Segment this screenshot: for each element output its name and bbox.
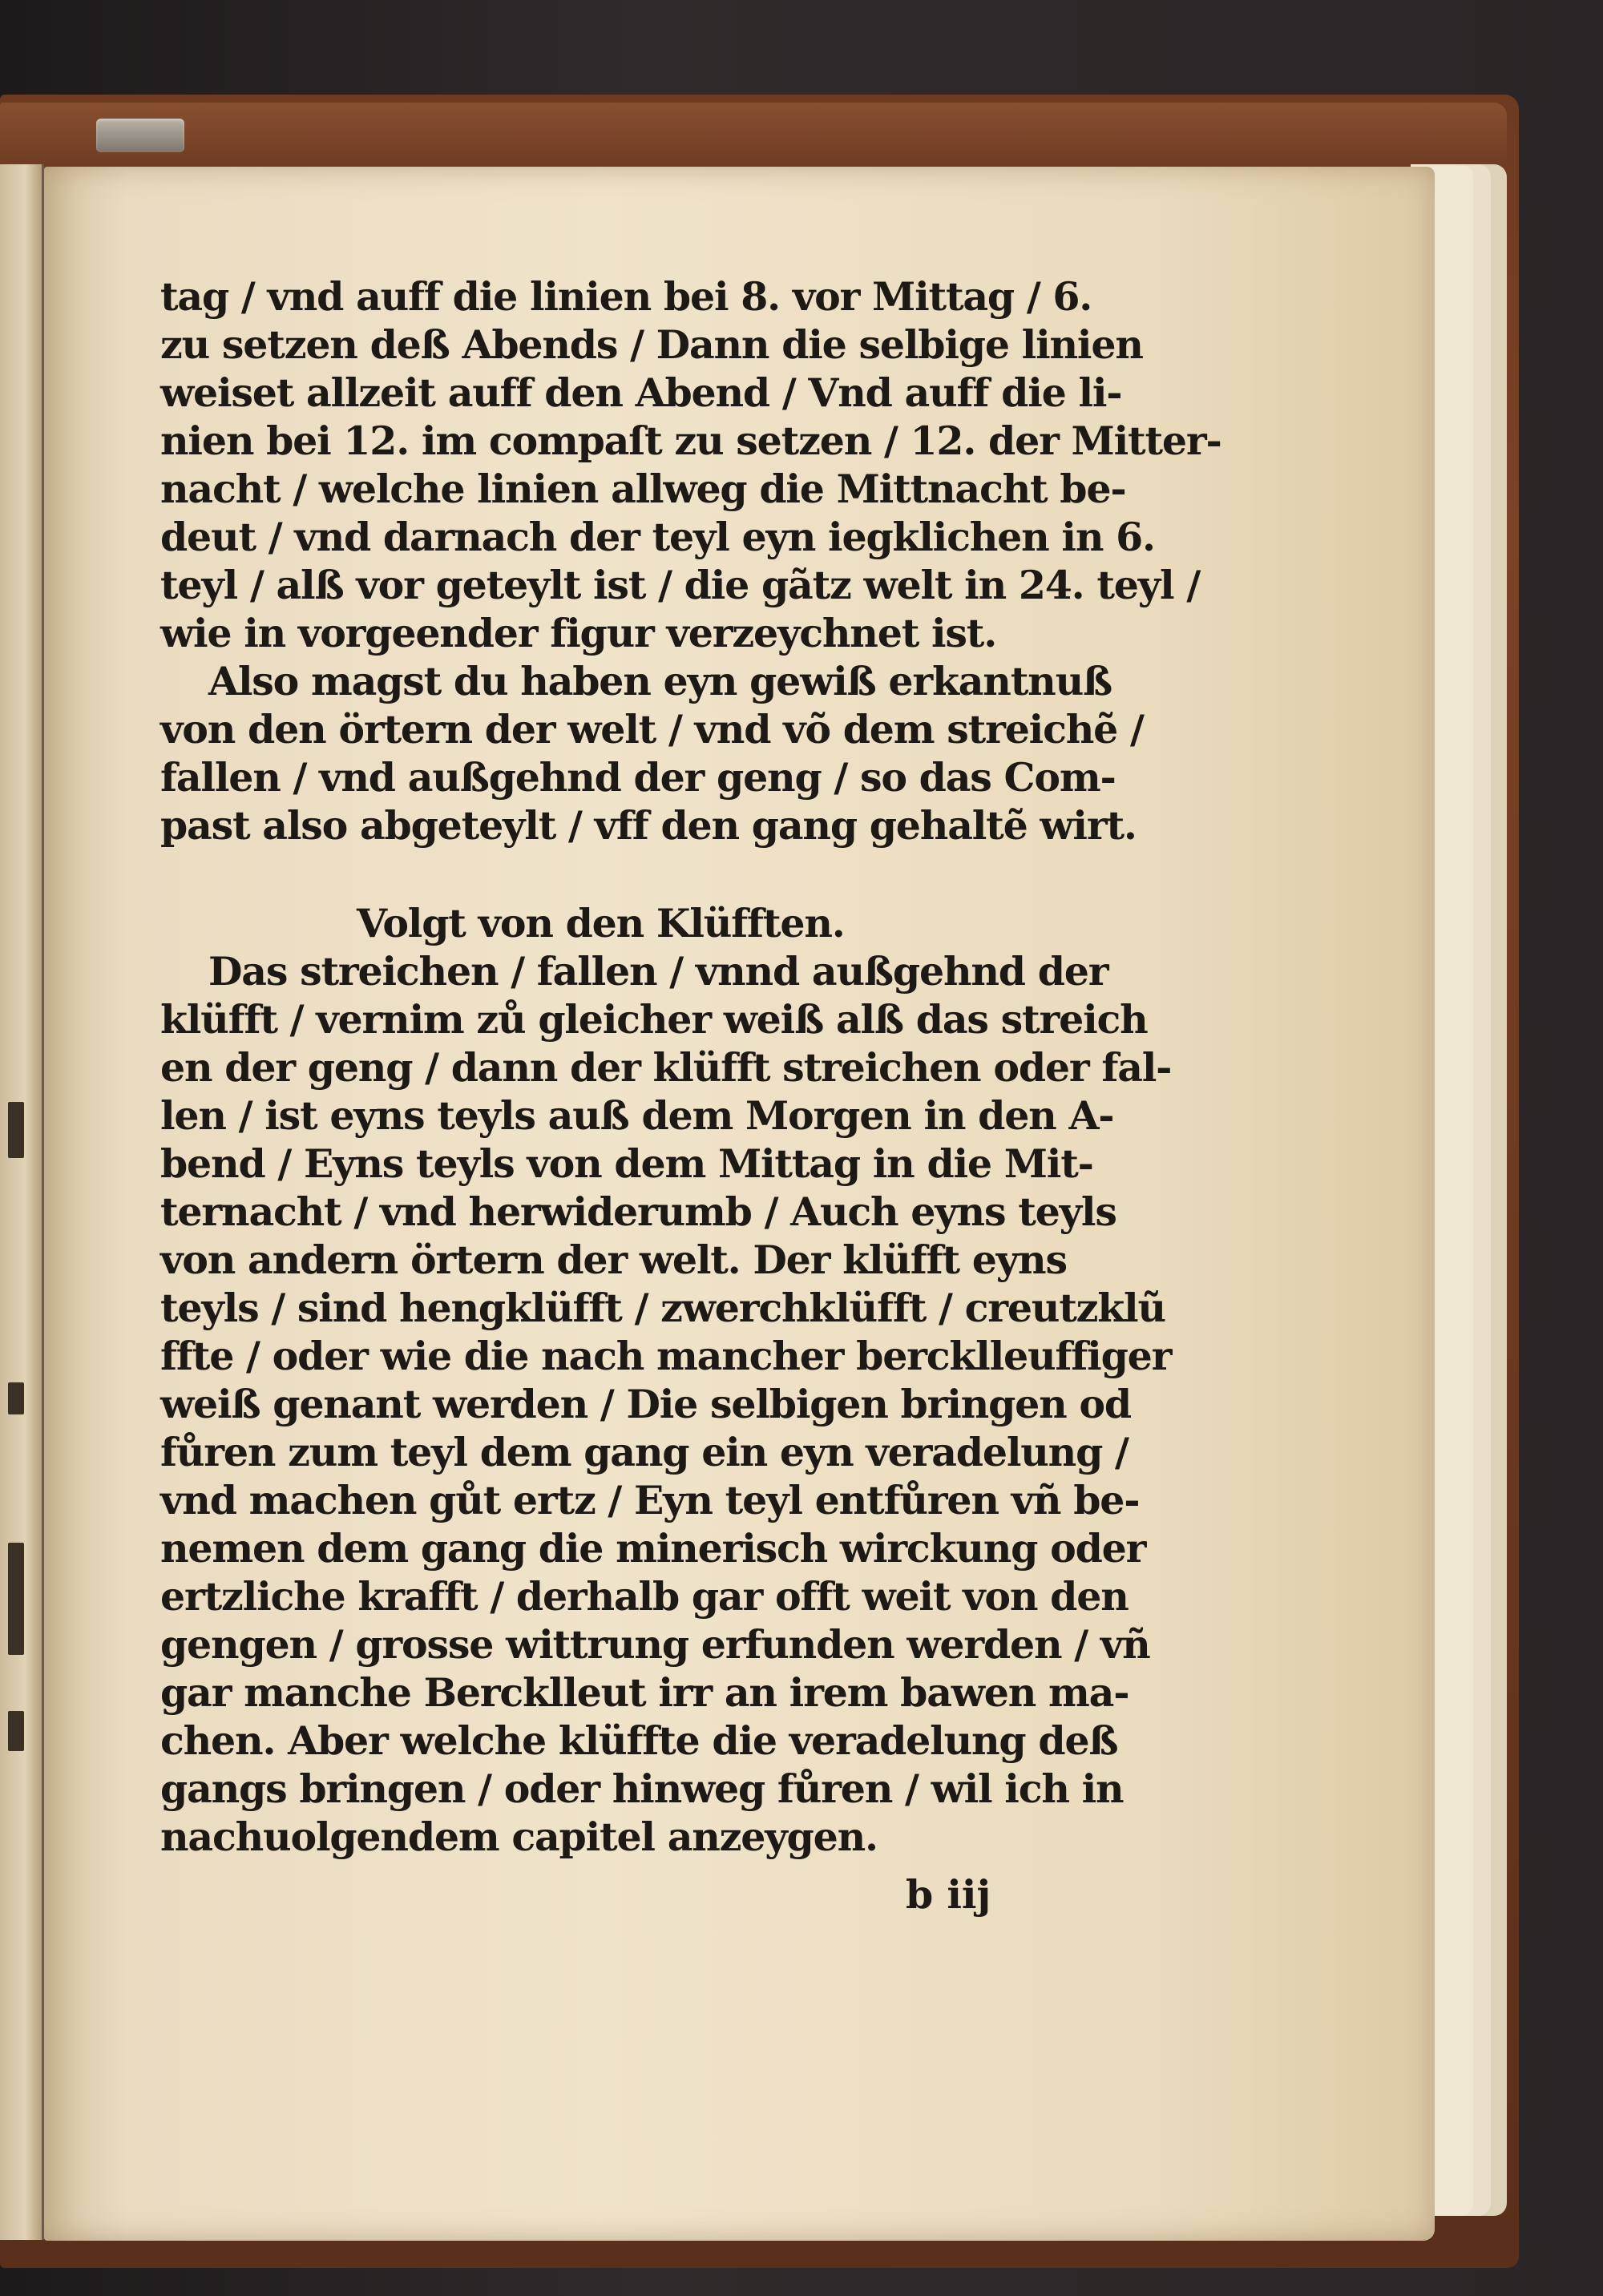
paragraph-2-cont bbox=[160, 705, 1162, 849]
text-line: nien bei 12. im compaſt zu setzen / 12. der Mitter- bbox=[160, 418, 1221, 464]
text-line: ternacht / vnd herwiderumb / Auch eyns teyls bbox=[160, 1188, 1116, 1235]
text-line: Das streichen / fallen / vnnd außgehnd der bbox=[208, 948, 1108, 995]
text-line: ertzliche krafft / derhalb gar offt weit von den bbox=[160, 1573, 1129, 1620]
text-line: Also magst du haben eyn gewiß erkantnuß bbox=[208, 658, 1112, 704]
section-gap bbox=[160, 849, 1162, 899]
text-line: fůren zum teyl dem gang ein eyn veradelung / bbox=[160, 1429, 1129, 1475]
cover-top-edge bbox=[0, 103, 1507, 175]
text-line: nacht / welche linien allweg die Mittnacht be- bbox=[160, 466, 1126, 512]
text-line: gengen / grosse wittrung erfunden werden / vñ bbox=[160, 1621, 1150, 1668]
text-line: weiset allzeit auff den Abend / Vnd auff die li- bbox=[160, 369, 1122, 416]
text-line: past also abgeteylt / vff den gang gehaltẽ wirt. bbox=[160, 802, 1137, 849]
text-line: en der geng / dann der klüfft streichen oder fal- bbox=[160, 1044, 1172, 1091]
text-line: teyls / sind hengklüfft / zwerchklüfft / creutzklũ bbox=[160, 1285, 1165, 1331]
text-line: len / ist eyns teyls auß dem Morgen in den A- bbox=[160, 1092, 1114, 1139]
text-line: nachuolgendem capitel anzeygen. bbox=[160, 1814, 878, 1860]
text-line: wie in vorgeender figur verzeychnet ist. bbox=[160, 610, 997, 656]
text-line: von den örtern der welt / vnd võ dem streichẽ / bbox=[160, 706, 1144, 753]
text-line: teyl / alß vor geteylt ist / die gãtz welt in 24. teyl / bbox=[160, 562, 1201, 608]
text-line: gar manche Bercklleut irr an irem bawen ma- bbox=[160, 1669, 1129, 1716]
text-line: vnd machen gůt ertz / Eyn teyl entfůren vñ be- bbox=[160, 1477, 1140, 1523]
text-line: zu setzen deß Abends / Dann die selbige linien bbox=[160, 321, 1143, 368]
left-page-ink-mark bbox=[8, 1102, 24, 1158]
text-line: bend / Eyns teyls von dem Mittag in die Mit- bbox=[160, 1140, 1093, 1187]
text-line: tag / vnd auff die linien bei 8. vor Mittag / 6. bbox=[160, 273, 1092, 320]
left-page-ink-mark bbox=[8, 1543, 24, 1655]
book-page bbox=[44, 167, 1435, 2241]
text-line: von andern örtern der welt. Der klüfft eyns bbox=[160, 1237, 1067, 1283]
text-line: weiß genant werden / Die selbigen bringen od bbox=[160, 1381, 1131, 1427]
left-facing-page bbox=[0, 164, 44, 2240]
section-heading: Volgt von den Klüfften. bbox=[357, 900, 845, 946]
text-line: nemen dem gang die minerisch wirckung oder bbox=[160, 1525, 1146, 1572]
text-line: fallen / vnd außgehnd der geng / so das Com- bbox=[160, 754, 1116, 801]
catchword-signature: b iij bbox=[906, 1871, 991, 1918]
text-line: gangs bringen / oder hinweg fůren / wil ich in bbox=[160, 1765, 1124, 1812]
left-page-ink-mark bbox=[8, 1711, 24, 1751]
paragraph-1 bbox=[160, 272, 1221, 657]
left-page-ink-mark bbox=[8, 1382, 24, 1414]
page-text-block bbox=[160, 272, 1221, 1919]
text-line: klüfft / vernim zů gleicher weiß alß das streich bbox=[160, 996, 1148, 1043]
paragraph-2 bbox=[160, 657, 1162, 705]
paragraph-3 bbox=[160, 947, 1172, 1861]
text-line: deut / vnd darnach der teyl eyn iegklichen in 6. bbox=[160, 514, 1155, 560]
text-line: ffte / oder wie die nach mancher bercklleuffiger bbox=[160, 1333, 1172, 1379]
metal-clasp-icon bbox=[96, 119, 184, 152]
text-line: chen. Aber welche klüffte die veradelung deß bbox=[160, 1717, 1118, 1764]
